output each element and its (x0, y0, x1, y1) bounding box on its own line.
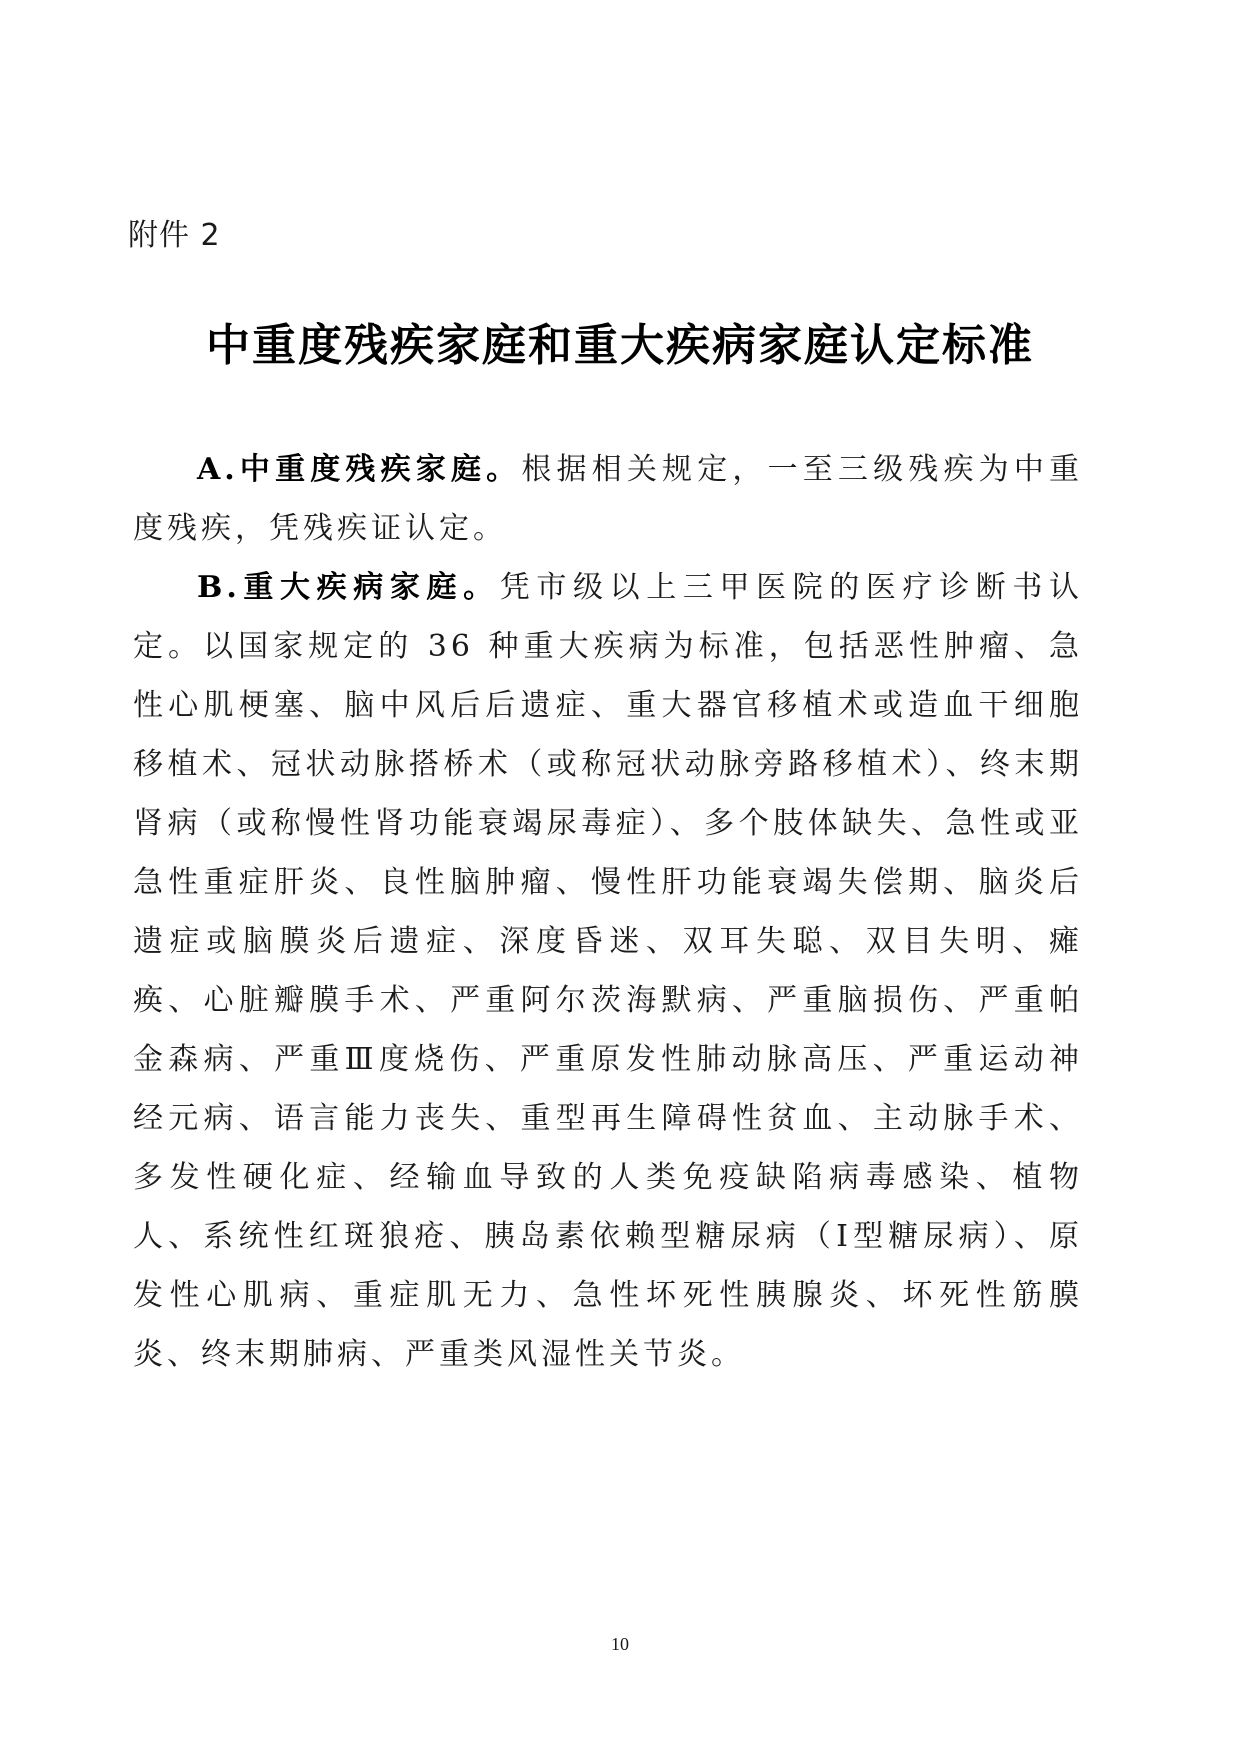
paragraph-a (133, 440, 1083, 558)
attachment-label: 附件 2 (128, 218, 221, 253)
paragraph-b (133, 558, 1083, 1384)
paragraph-a-heading: A.中重度残疾家庭。 (197, 452, 522, 487)
document-body (133, 440, 1083, 1384)
paragraph-b-text: 凭市级以上三甲医院的医疗诊断书认定。以国家规定的 36 种重大疾病为标准，包括恶性肿瘤、急性心肌梗塞、脑中风后后遗症、重大器官移植术或造血干细胞移植术、冠状动脉搭桥术（或称冠状动脉旁路移植术）、终末期肾病（或称慢性肾功能衰竭尿毒症）、多个肢体缺失、急性或亚急性重症肝炎、良性脑肿瘤、慢性肝功能衰竭失偿期、脑炎后遗症或脑膜炎后遗症、深度昏迷、双耳失聪、双目失明、瘫痪、心脏瓣膜手术、严重阿尔茨海默病、严重脑损伤、严重帕金森病、严重Ⅲ度烧伤、严重原发性肺动脉高压、严重运动神经元病、语言能力丧失、重型再生障碍性贫血、主动脉手术、多发性硬化症、经输血导致的人类免疫缺陷病毒感染、植物人、系统性红斑狼疮、胰岛素依赖型糖尿病（Ⅰ型糖尿病）、原发性心肌病、重症肌无力、急性坏死性胰腺炎、坏死性筋膜炎、终末期肺病、严重类风湿性关节炎。 (133, 570, 1084, 1372)
document-title: 中重度残疾家庭和重大疾病家庭认定标准 (206, 320, 1034, 371)
paragraph-a-text: 根据相关规定，一至三级残疾为中重度残疾，凭残疾证认定。 (133, 452, 1083, 546)
page-number: 10 (611, 1634, 629, 1654)
paragraph-b-heading: B.重大疾病家庭。 (197, 570, 500, 605)
